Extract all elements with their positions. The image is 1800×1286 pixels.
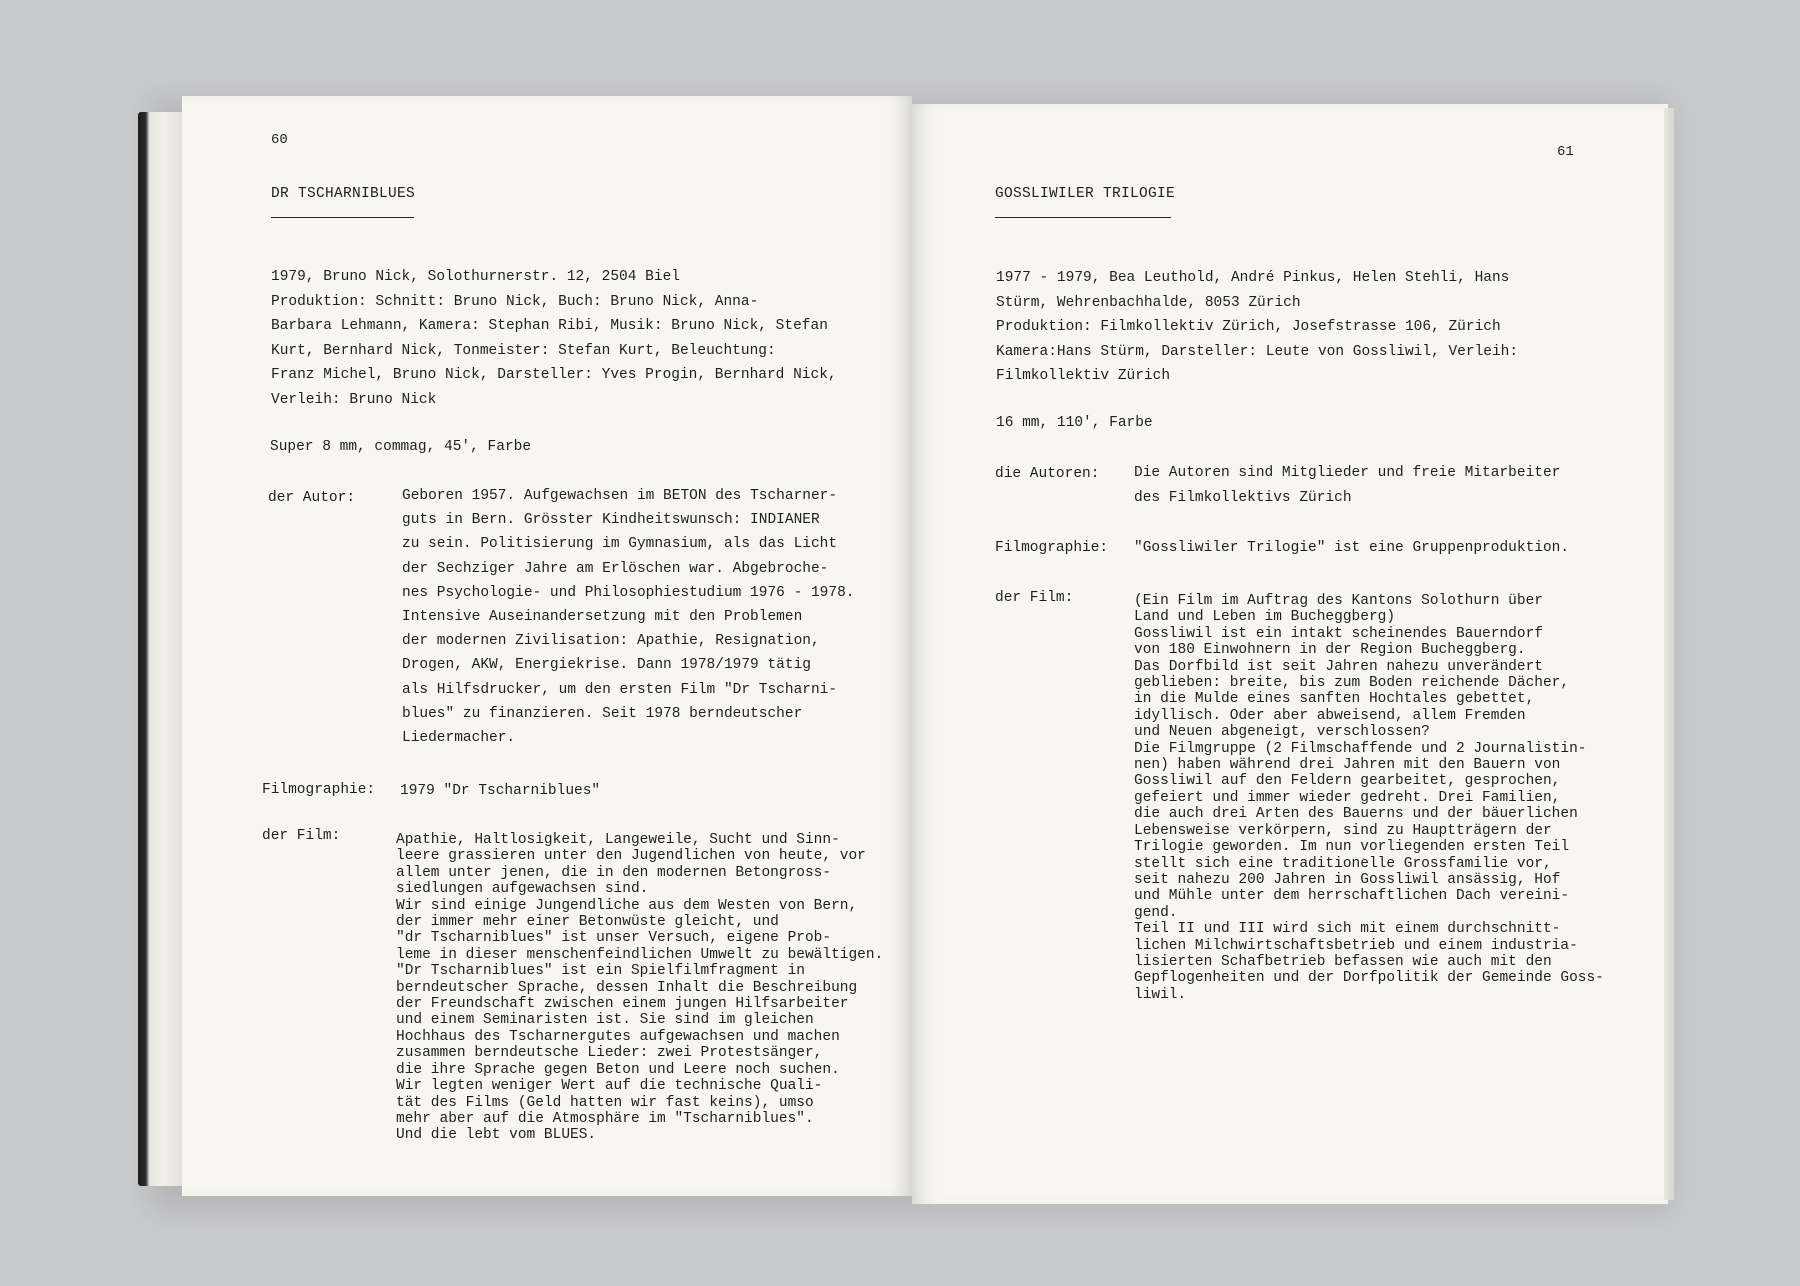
film-line: siedlungen aufgewachsen sind. bbox=[396, 881, 649, 898]
author-label: der Autor: bbox=[268, 490, 356, 506]
film-line: gefeiert und immer wieder gedreht. Drei Familien, bbox=[1134, 789, 1561, 806]
book-spine-edge bbox=[138, 112, 182, 1186]
film-text-right bbox=[1134, 593, 1604, 1003]
authors-label: die Autoren: bbox=[995, 466, 1100, 482]
film-line: nen) haben während drei Jahren mit den Bauern von bbox=[1134, 757, 1561, 774]
author-line: zu sein. Politisierung im Gymnasium, als das Licht bbox=[402, 536, 838, 553]
film-line: geblieben: breite, bis zum Boden reichende Dächer, bbox=[1134, 675, 1570, 692]
film-text-left bbox=[396, 832, 883, 1144]
film-line: allem unter jenen, die in den modernen Betongross- bbox=[396, 864, 832, 881]
filmography-text-left: 1979 "Dr Tscharniblues" bbox=[400, 783, 601, 799]
film-line: lichen Milchwirtschaftsbetrieb und einem industria- bbox=[1134, 937, 1578, 954]
film-line: "dr Tscharniblues" ist unser Versuch, eigene Prob- bbox=[396, 930, 832, 947]
credits-block-right bbox=[996, 266, 1518, 389]
film-line: der Freundschaft zwischen einem jungen Hilfsarbeiter bbox=[396, 996, 849, 1013]
credits-block-left bbox=[271, 265, 837, 412]
credit-line: 1979, Bruno Nick, Solothurnerstr. 12, 2504 Biel bbox=[271, 269, 680, 285]
film-label-left: der Film: bbox=[262, 828, 341, 844]
film-line: gend. bbox=[1134, 904, 1178, 921]
credit-line: 1977 - 1979, Bea Leuthold, André Pinkus, Helen Stehli, Hans bbox=[996, 270, 1510, 286]
film-line: in die Mulde eines sanften Hochtales gebettet, bbox=[1134, 691, 1535, 708]
credit-line: Produktion: Filmkollektiv Zürich, Josefstrasse 106, Zürich bbox=[996, 319, 1501, 335]
film-line: Die Filmgruppe (2 Filmschaffende und 2 Journalistin- bbox=[1134, 740, 1587, 757]
credit-line: Barbara Lehmann, Kamera: Stephan Ribi, Musik: Bruno Nick, Stefan bbox=[271, 318, 828, 334]
film-line: der immer mehr einer Betonwüste gleicht, und bbox=[396, 914, 779, 931]
authors-line: Die Autoren sind Mitglieder und freie Mitarbeiter bbox=[1134, 465, 1561, 481]
page-number-right: 61 bbox=[1557, 144, 1574, 160]
left-page bbox=[182, 96, 912, 1196]
authors-text bbox=[1134, 461, 1560, 510]
credit-line: Produktion: Schnitt: Bruno Nick, Buch: Bruno Nick, Anna- bbox=[271, 293, 759, 310]
credit-line: Stürm, Wehrenbachhalde, 8053 Zürich bbox=[996, 294, 1301, 311]
film-line: mehr aber auf die Atmosphäre im "Tscharniblues". bbox=[396, 1110, 814, 1127]
film-line: berndeutscher Sprache, dessen Inhalt die Beschreibung bbox=[396, 979, 858, 996]
film-line: Wir legten weniger Wert auf die technische Quali- bbox=[396, 1078, 823, 1095]
film-line: idyllisch. Oder aber abweisend, allem Fremden bbox=[1134, 707, 1526, 724]
filmography-label-left: Filmographie: bbox=[262, 782, 376, 798]
author-line: Liedermacher. bbox=[402, 730, 516, 747]
right-page bbox=[912, 104, 1668, 1204]
title-underline-left bbox=[271, 217, 414, 218]
author-line: guts in Bern. Grösster Kindheitswunsch: INDIANER bbox=[402, 512, 820, 529]
author-line: der Sechziger Jahre am Erlöschen war. Abgebroche- bbox=[402, 560, 829, 577]
format-line-right: 16 mm, 110', Farbe bbox=[996, 415, 1153, 431]
author-line: der modernen Zivilisation: Apathie, Resignation, bbox=[402, 633, 820, 650]
credit-line: Kurt, Bernhard Nick, Tonmeister: Stefan Kurt, Beleuchtung: bbox=[271, 342, 776, 359]
film-line: Lebensweise verkörpern, sind zu Hauptträgern der bbox=[1134, 822, 1552, 839]
film-line: von 180 Einwohnern in der Region Bucheggberg. bbox=[1134, 642, 1526, 659]
film-line: Gepflogenheiten und der Dorfpolitik der Gemeinde Goss- bbox=[1134, 970, 1604, 987]
title-underline-right bbox=[995, 217, 1171, 218]
format-line-left: Super 8 mm, commag, 45', Farbe bbox=[270, 439, 532, 455]
author-line: Drogen, AKW, Energiekrise. Dann 1978/1979 tätig bbox=[402, 657, 811, 674]
film-line: lisierten Schafbetrieb befassen wie auch mit den bbox=[1134, 953, 1552, 970]
film-line: Teil II und III wird sich mit einem durchschnitt- bbox=[1134, 921, 1561, 938]
film-line: "Dr Tscharniblues" ist ein Spielfilmfragment in bbox=[396, 963, 805, 980]
credit-line: Kamera:Hans Stürm, Darsteller: Leute von Gossliwil, Verleih: bbox=[996, 343, 1519, 360]
film-line: und Neuen abgeneigt, verschlossen? bbox=[1134, 724, 1430, 741]
film-line: Gossliwil auf den Feldern gearbeitet, gesprochen, bbox=[1134, 773, 1561, 790]
filmography-label-right: Filmographie: bbox=[995, 540, 1109, 556]
author-line: blues" zu finanzieren. Seit 1978 berndeutscher bbox=[402, 705, 803, 722]
book-page-edge-right bbox=[1664, 108, 1674, 1200]
film-line: Wir sind einige Jungendliche aus dem Westen von Bern, bbox=[396, 897, 858, 914]
film-line: die auch drei Arten des Bauerns und der bäuerlichen bbox=[1134, 806, 1578, 823]
film-line: leme in dieser menschenfeindlichen Umwelt zu bewältigen. bbox=[396, 946, 884, 963]
author-line: als Hilfsdrucker, um den ersten Film "Dr Tscharni- bbox=[402, 681, 838, 698]
author-line: Intensive Auseinandersetzung mit den Problemen bbox=[402, 609, 803, 626]
film-line: stellt sich eine traditionelle Grossfamilie vor, bbox=[1134, 855, 1552, 872]
credit-line: Filmkollektiv Zürich bbox=[996, 368, 1171, 384]
film-line: leere grassieren unter den Jugendlichen von heute, vor bbox=[396, 848, 866, 865]
film-line: Hochhaus des Tscharnergutes aufgewachsen und machen bbox=[396, 1028, 840, 1045]
page-title-right: GOSSLIWILER TRILOGIE bbox=[995, 186, 1176, 202]
film-line: und Mühle unter dem herrschaftlichen Dach vereini- bbox=[1134, 888, 1570, 905]
film-line: Land und Leben im Bucheggberg) bbox=[1134, 609, 1396, 626]
film-line: (Ein Film im Auftrag des Kantons Solothurn über bbox=[1134, 593, 1543, 609]
film-line: Gossliwil ist ein intakt scheinendes Bauerndorf bbox=[1134, 625, 1543, 642]
page-number-left: 60 bbox=[271, 132, 288, 148]
film-label-right: der Film: bbox=[995, 590, 1074, 606]
film-line: und einem Seminaristen ist. Sie sind im gleichen bbox=[396, 1012, 814, 1029]
author-text bbox=[402, 484, 854, 750]
page-title-left: DR TSCHARNIBLUES bbox=[271, 186, 416, 202]
credit-line: Franz Michel, Bruno Nick, Darsteller: Yves Progin, Bernhard Nick, bbox=[271, 367, 837, 383]
authors-line: des Filmkollektivs Zürich bbox=[1134, 489, 1352, 506]
film-line: Und die lebt vom BLUES. bbox=[396, 1127, 597, 1144]
film-line: zusammen berndeutsche Lieder: zwei Protestsänger, bbox=[396, 1045, 823, 1062]
author-line: Geboren 1957. Aufgewachsen im BETON des Tscharner- bbox=[402, 488, 838, 504]
film-line: die ihre Sprache gegen Beton und Leere noch suchen. bbox=[396, 1061, 840, 1078]
film-line: Apathie, Haltlosigkeit, Langeweile, Sucht und Sinn- bbox=[396, 832, 840, 848]
film-line: Das Dorfbild ist seit Jahren nahezu unverändert bbox=[1134, 658, 1543, 675]
film-line: tät des Films (Geld hatten wir fast keins), umso bbox=[396, 1094, 814, 1111]
author-line: nes Psychologie- und Philosophiestudium 1976 - 1978. bbox=[402, 584, 855, 601]
film-line: liwil. bbox=[1134, 986, 1187, 1003]
film-line: Trilogie geworden. Im nun vorliegenden ersten Teil bbox=[1134, 839, 1570, 856]
credit-line: Verleih: Bruno Nick bbox=[271, 391, 437, 408]
film-line: seit nahezu 200 Jahren in Gossliwil ansässig, Hof bbox=[1134, 871, 1561, 888]
filmography-text-right: "Gossliwiler Trilogie" ist eine Gruppenproduktion. bbox=[1134, 540, 1570, 556]
